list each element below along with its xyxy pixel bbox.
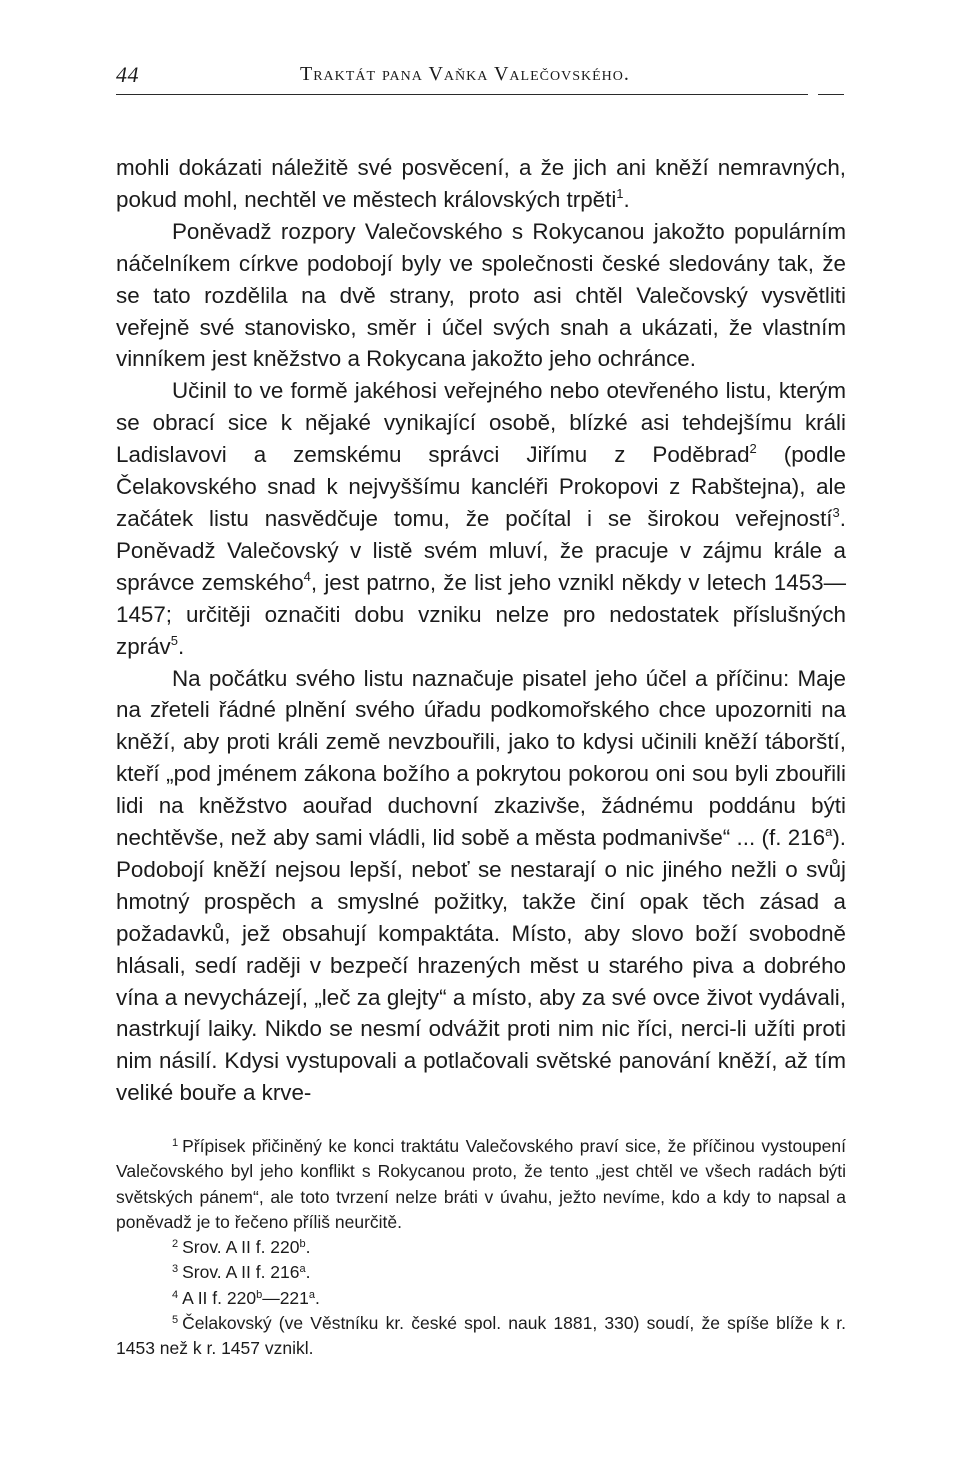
footnote-text: . [315, 1287, 320, 1308]
footnote-3 [116, 1260, 846, 1285]
text-span: (podle Čelakovského snad k nejvyššímu kancléři Prokopovi z Rabštejna), ale začátek listu nasvědčuje tomu, že počítal i se širokou veřejností [116, 442, 846, 531]
text-span: , jest patrno, že list jeho vznikl někdy v letech 1453—1457; určitěji označiti dobu vzniku nelze pro nedostatek příslušných zpráv [116, 569, 846, 659]
footnote-ref: 4 [303, 568, 311, 584]
footnote-mark: 1 [172, 1137, 179, 1149]
header-rule [116, 94, 808, 95]
footnote-mark: 3 [172, 1263, 179, 1276]
footnote-1 [116, 1134, 846, 1235]
footnotes [116, 1134, 846, 1362]
text-span: . [623, 186, 630, 212]
text-span: Učinil to ve formě jakéhosi veřejného nebo otevřeného listu, kterým se obrací sice k nějaké vynikající osobě, blízké asi tehdejšímu králi Ladislavovi a zemskému správci Jiřímu z Poděbrad [116, 378, 846, 468]
footnote-text: Srov. A II f. 216 [182, 1262, 300, 1283]
folio-superscript: b [299, 1238, 306, 1251]
footnote-text: Čelakovský (ve Věstníku kr. české spol. nauk 1881, 330) soudí, že spíše blíže k r. 1453 než k r. 1457 vznikl. [116, 1313, 846, 1359]
footnote-ref: 1 [616, 185, 624, 201]
paragraph-1 [116, 152, 846, 216]
footnote-2 [116, 1235, 846, 1260]
footnote-ref: 2 [749, 441, 757, 457]
footnote-mark: 5 [172, 1314, 179, 1327]
paragraph-2: Poněvadž rozpory Valečovského s Rokycanou jakožto populárním náčelníkem církve podobojí byly ve společnosti české sledovány tak, že se tato rozdělila na dvě strany, proto asi chtěl Valečovský vysvětliti veřejně své stanovisko, směr i účel svých snah a ukázati, že vlastním vinníkem jest kněžstvo a Rokycana jakožto jeho ochránce. [116, 218, 846, 372]
footnote-mark: 2 [172, 1238, 179, 1251]
text-span: ). Podobojí kněží nejsou lepší, neboť se nestarají o nic jiného nežli o svůj hmotný prospěch a smyslné požitky, takže činí opak těch zásad a požadavků, jež obsahují kompaktáta. Místo, aby slovo boží svobodně hlásali, sedí raději v bezpečí hrazených měst u starého piva a dobrého vína a nevycházejí, „leč za glejty“ a místo, aby za své ovce život vydávali, nastrkují laiky. Nikdo se nesmí odvážit proti nim nic říci, nerci-li užíti proti nim násilí. Kdysi vystupovali a potlačovali světské panování kněží, až tím veliké bouře a krve- [116, 825, 846, 1106]
text-span: Na počátku svého listu naznačuje pisatel jeho účel a příčinu: Maje na zřeteli řádné plnění svého úřadu podkomořského chce upozorniti na kněží, aby proti králi země nevzbouřili, jako to kdysi učinili kněží táborští, kteří „pod jménem zákona božího a pokrytou pokorou oni sou byli zbouřili lidi na kněžstvo aouřad duchovní zkazivše, žádnému poddánu býti nechtěvše, než aby sami vládli, lid sobě a města podmanivše“ ... (f. 216 [116, 665, 846, 851]
text-span: . [178, 633, 185, 659]
folio-superscript: a [299, 1263, 306, 1276]
page-number: 44 [116, 62, 139, 87]
footnote-text: Srov. A II f. 220 [182, 1237, 300, 1258]
footnote-ref: 3 [832, 504, 840, 520]
paragraph-3 [116, 375, 846, 662]
running-title: Traktát pana Vaňka Valečovského. [300, 63, 630, 85]
footnote-text: . [305, 1262, 311, 1283]
header-rule-tail [818, 94, 844, 95]
folio-superscript: b [256, 1288, 263, 1301]
footnote-4 [116, 1286, 846, 1311]
footnote-5 [116, 1311, 846, 1362]
text-span: . Poněvadž Valečovský v listě svém mluví, že pracuje v zájmu krále a správce zemského [116, 505, 846, 595]
folio-superscript: a [825, 824, 833, 840]
footnote-text: —221 [262, 1287, 309, 1308]
paragraph-4 [116, 663, 846, 1110]
body-text [116, 152, 846, 1109]
footnote-text: A II f. 220 [182, 1287, 257, 1308]
text-span: mohli dokázati náležitě své posvěcení, a že jich ani kněží nemravných, pokud mohl, nechtěl ve městech královských trpěti [116, 155, 846, 212]
footnote-mark: 4 [172, 1288, 179, 1301]
footnote-text: . [305, 1237, 311, 1258]
folio-superscript: a [308, 1288, 316, 1301]
footnote-ref: 5 [170, 632, 178, 648]
footnote-text: Přípisek přičiněný ke konci traktátu Valečovského praví sice, že příčinou vystoupení Valečovského byl jeho konflikt s Rokycanou proto, že tento „jest chtěl ve všech radách býti světských pánem“, ale toto tvrzení nelze bráti v úvahu, ježto nevíme, kdo a kdy to napsal a poněvadž je to řečeno příliš neurčitě. [116, 1136, 846, 1232]
